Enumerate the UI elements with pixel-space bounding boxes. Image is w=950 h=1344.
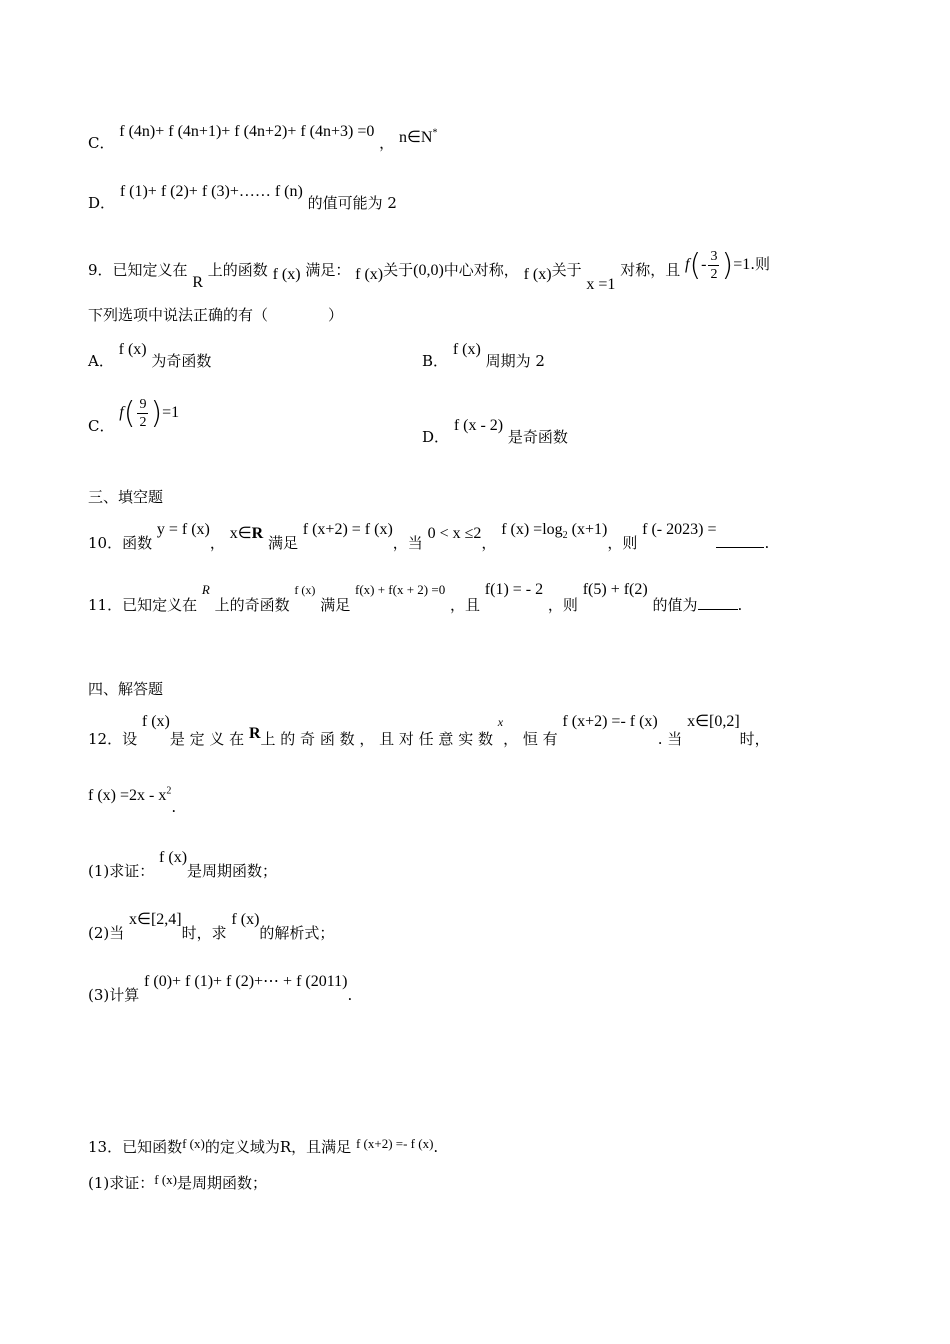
- math-expression: f (4n)+ f (4n+1)+ f (4n+2)+ f (4n+3) =0: [119, 123, 375, 140]
- stem-text: 满足: [320, 596, 351, 614]
- denominator: 2: [139, 415, 147, 430]
- part-label: (2)当: [88, 924, 125, 942]
- separator: ，: [209, 534, 225, 552]
- part-text: 是周期函数；: [177, 1174, 268, 1192]
- stem-text: 满足: [267, 534, 298, 552]
- q9-stem: [88, 248, 771, 294]
- math-query: f (- 2023) =: [642, 521, 717, 538]
- stem-text: . 当: [657, 730, 683, 748]
- math-fx: f (x): [231, 911, 260, 928]
- superscript: *: [432, 127, 438, 139]
- answer-blank[interactable]: [716, 547, 764, 548]
- stem-text: ，且满足: [291, 1138, 352, 1156]
- q8-option-c: [88, 120, 438, 152]
- section-heading-answer: 四、解答题: [88, 680, 164, 698]
- n-in-naturals: n∈N: [398, 129, 433, 146]
- q12-part2: [88, 908, 335, 942]
- math-function: y = f (x): [156, 521, 210, 538]
- left-paren: (: [689, 248, 702, 283]
- left-paren: (: [123, 396, 136, 431]
- right-paren: ): [150, 396, 163, 431]
- q9-option-d: [422, 414, 568, 446]
- option-label: B．: [422, 352, 449, 370]
- math-x: x: [497, 715, 504, 729]
- stem-text: ，则: [607, 534, 638, 552]
- f-symbol: f: [684, 256, 690, 274]
- part-text: 的解析式；: [259, 924, 335, 942]
- q12-stem: [88, 710, 868, 748]
- math-condition: f(x) + f(x + 2) =0: [354, 582, 446, 597]
- q12-part1: [88, 846, 278, 880]
- set-r: R: [248, 725, 261, 742]
- math-f-of-frac: [684, 248, 751, 283]
- math-point: (0,0): [413, 262, 444, 280]
- x-in: x∈: [229, 525, 252, 542]
- part-label: (1)求证：: [88, 1174, 155, 1192]
- q8-option-d: [88, 180, 397, 212]
- option-text: 为奇函数: [151, 352, 212, 370]
- stem-text: 关于: [551, 261, 582, 280]
- set-r: R: [192, 274, 203, 292]
- right-paren: ): [721, 248, 734, 283]
- fraction: [708, 248, 719, 283]
- stem-text: ，当: [392, 534, 423, 552]
- period: .: [433, 1138, 439, 1156]
- superscript: 2: [166, 786, 172, 797]
- stem-text: 中心对称，: [443, 261, 519, 280]
- stem-text: 满足：: [305, 261, 351, 280]
- part-text: 时，求: [181, 924, 227, 942]
- option-label: D．: [422, 428, 450, 446]
- math-expression: f (1)+ f (2)+ f (3)+…… f (n): [119, 183, 303, 200]
- stem-text: ，则: [547, 596, 578, 614]
- period: .: [171, 798, 177, 817]
- option-text: 是奇函数: [507, 428, 568, 446]
- period: .: [347, 986, 353, 1004]
- option-label: D．: [88, 194, 116, 212]
- stem-text: .则: [750, 255, 771, 274]
- set-r: R: [279, 1138, 292, 1156]
- option-text: 的值可能为 2: [307, 194, 397, 212]
- math-expression: f (x): [452, 341, 481, 358]
- math-interval: x∈[0,2]: [687, 713, 740, 730]
- separator: ，: [481, 534, 497, 552]
- stem-text: 上的奇函数: [214, 596, 290, 614]
- math-fx: f (x): [159, 849, 188, 866]
- option-label: C．: [88, 134, 115, 152]
- fraction: [137, 396, 148, 431]
- q10-stem: [88, 518, 770, 552]
- math-fx: f (x): [294, 583, 316, 597]
- q9-option-a: [88, 338, 212, 370]
- question-number: 9．已知定义在: [88, 261, 188, 280]
- question-number: 11．已知定义在: [88, 596, 198, 614]
- numerator: 9: [139, 397, 147, 412]
- set-r: R: [201, 582, 210, 597]
- q9-option-c: [88, 396, 180, 436]
- math-fx: f (x): [141, 713, 170, 730]
- math-f-of-frac: [119, 396, 180, 431]
- math-fx: f (x): [272, 266, 301, 284]
- math-domain: [230, 525, 264, 542]
- log-arg: (x+1): [567, 521, 608, 538]
- q12-part3: [88, 970, 353, 1004]
- option-label: C．: [88, 417, 115, 436]
- stem-text: 上的函数: [207, 261, 268, 280]
- def-expr: f (x) =2x - x: [88, 787, 167, 805]
- stem-text: ，且: [450, 596, 481, 614]
- separator: ，: [379, 134, 395, 152]
- stem-text: 关于: [383, 261, 414, 280]
- stem-text: 对称，且: [620, 261, 681, 280]
- q13-part1: [88, 1168, 268, 1192]
- stem-text: ， 恒 有: [503, 730, 558, 748]
- numerator: 3: [710, 249, 718, 264]
- math-periodicity: f (x+2) = f (x): [302, 521, 393, 538]
- part-label: (1)求证：: [88, 862, 155, 880]
- log-expr: f (x) =log: [501, 521, 563, 538]
- math-condition: [399, 129, 438, 146]
- math-condition: f (x+2) =- f (x): [355, 1136, 434, 1151]
- math-query: f(5) + f(2): [582, 581, 648, 598]
- period: .: [764, 534, 770, 552]
- math-fx: f (x): [523, 266, 552, 284]
- equals-one: =1: [162, 404, 180, 422]
- stem-text: 上 的 奇 函 数 ， 且 对 任 意 实 数: [260, 730, 493, 748]
- section-heading-fill-in: 三、填空题: [88, 488, 164, 506]
- math-value: f(1) = - 2: [484, 581, 544, 598]
- math-expression: f (x - 2): [453, 417, 504, 434]
- math-definition: [501, 521, 608, 542]
- stem-text: 时，: [739, 730, 770, 748]
- question-number: 10．函数: [88, 534, 153, 552]
- set-r: R: [251, 525, 264, 542]
- stem-text: 的定义域为: [204, 1138, 280, 1156]
- q13-stem: [88, 1132, 439, 1156]
- denominator: 2: [710, 267, 718, 282]
- q11-stem: [88, 578, 743, 614]
- math-interval: x∈[2,4]: [129, 911, 182, 928]
- option-label: A．: [88, 352, 114, 370]
- math-fx: f (x): [355, 266, 384, 284]
- option-text: 周期为 2: [485, 352, 545, 370]
- stem-text: 是 定 义 在: [169, 730, 245, 748]
- equals-one: =1: [733, 256, 751, 274]
- math-sum: f (0)+ f (1)+ f (2)+⋯ + f (2011): [144, 973, 348, 990]
- math-fx: f (x): [182, 1136, 205, 1151]
- answer-blank[interactable]: [698, 609, 738, 610]
- math-x-eq: x =1: [586, 276, 616, 294]
- period: .: [737, 596, 743, 614]
- math-definition: [88, 787, 171, 804]
- question-number: 13．已知函数: [88, 1138, 183, 1156]
- minus-sign: -: [701, 256, 707, 274]
- math-condition: f (x+2) =- f (x): [562, 713, 658, 730]
- q12-definition: [88, 786, 177, 817]
- q9-stem-line2: 下列选项中说法正确的有（ ）: [88, 306, 344, 324]
- q9-option-b: [422, 338, 545, 370]
- math-interval: 0 < x ≤2: [427, 525, 482, 542]
- f-symbol: f: [119, 404, 124, 422]
- math-expression: f (x): [118, 341, 147, 358]
- part-label: (3)计算: [88, 986, 140, 1004]
- log-base: 2: [562, 530, 568, 542]
- math-fx: f (x): [154, 1172, 177, 1187]
- part-text: 是周期函数；: [187, 862, 278, 880]
- stem-text: 的值为: [652, 596, 698, 614]
- question-number: 12．设: [88, 730, 138, 748]
